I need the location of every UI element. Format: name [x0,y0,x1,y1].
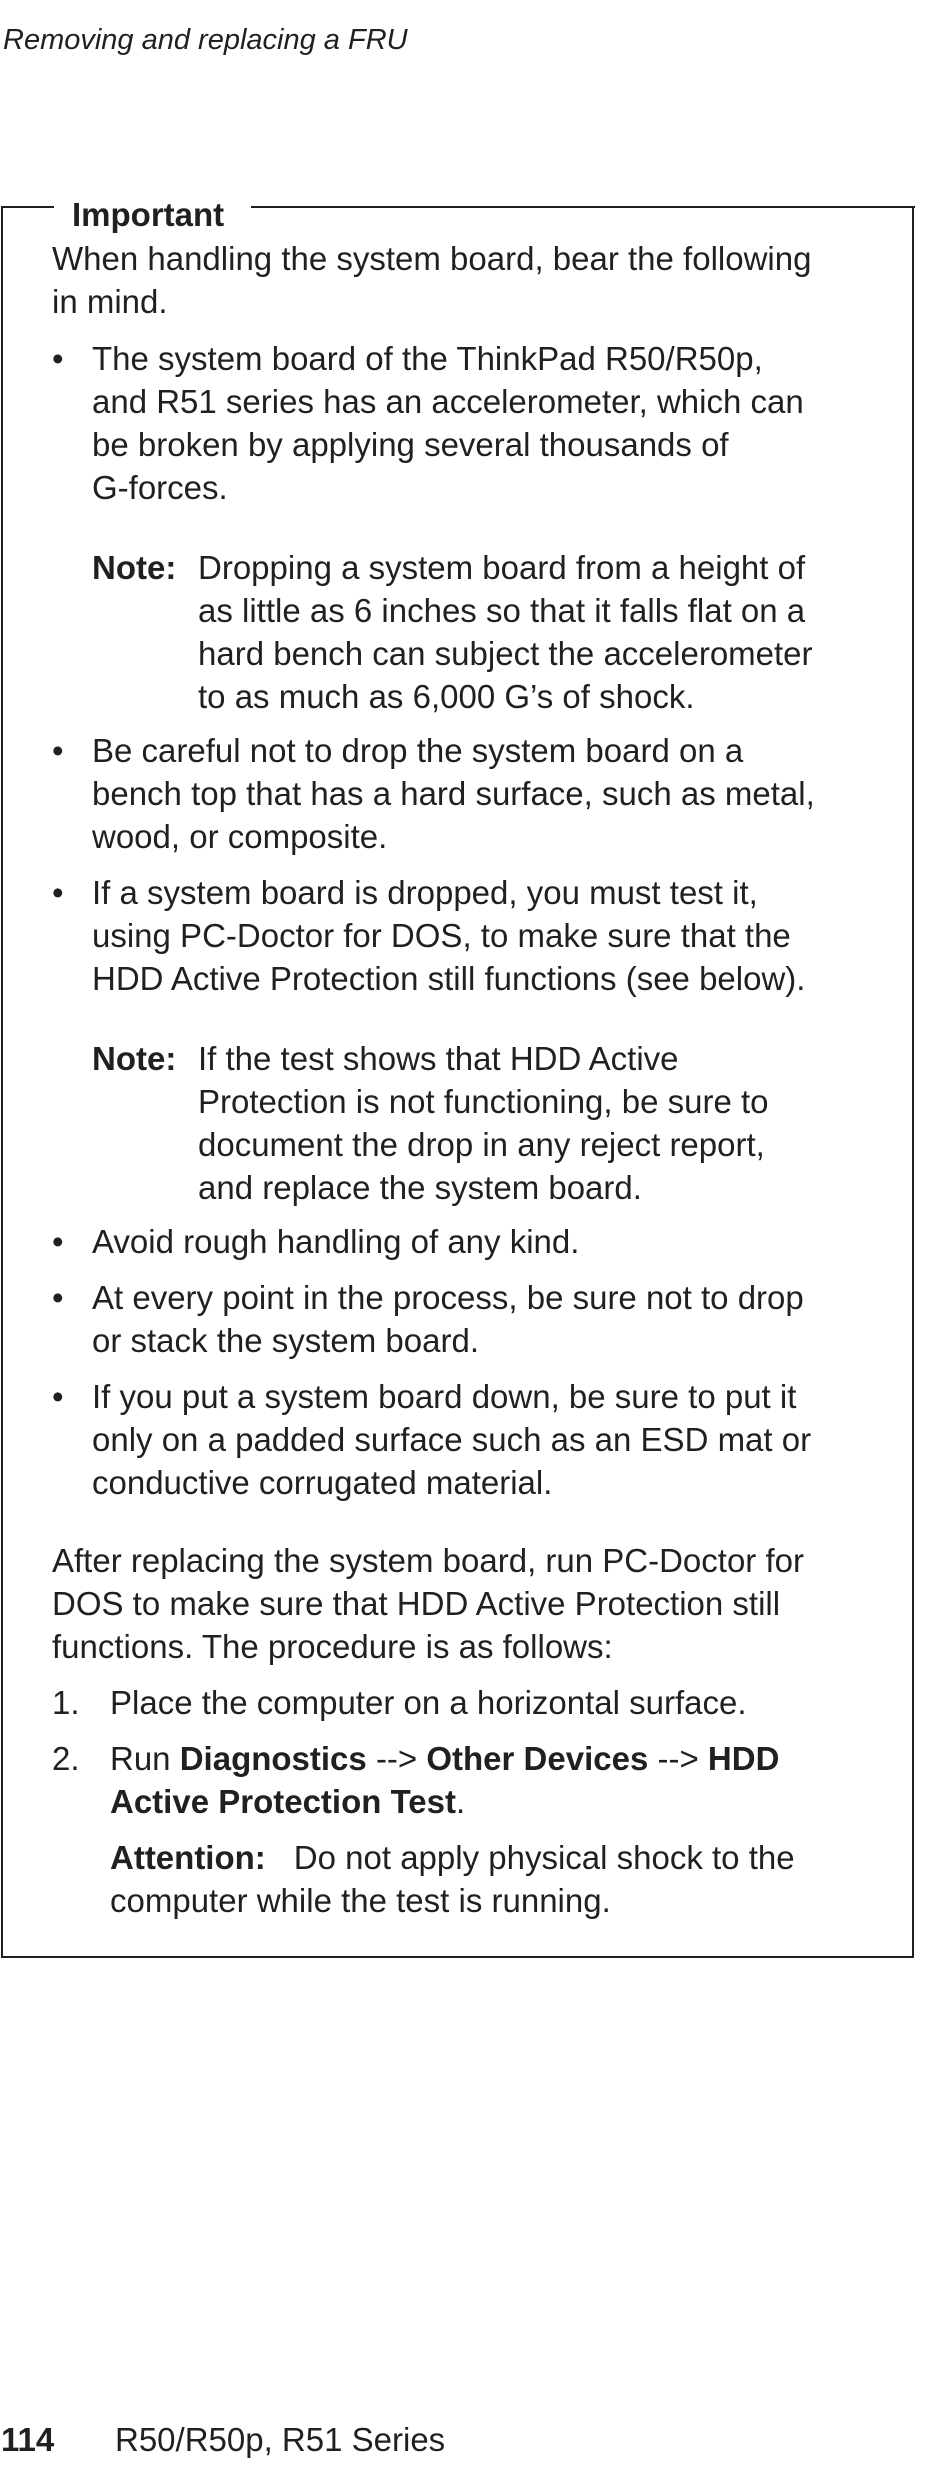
bullet-marker: • [52,340,64,377]
bullet-marker: • [52,1378,64,1415]
step-number: 1. [52,1684,80,1721]
note-1-line: as little as 6 inches so that it falls flat on a [198,592,806,629]
step-number: 2. [52,1740,80,1777]
bullet-5-line: or stack the system board. [92,1322,479,1359]
note-label: Note: [92,549,177,586]
intro-line: in mind. [52,283,168,320]
step-2-period: . [455,1783,466,1820]
menu-diagnostics: Diagnostics [179,1740,367,1777]
attention-line-1 [110,1836,795,1879]
after-paragraph-line: DOS to make sure that HDD Active Protection still [52,1585,781,1622]
bullet-6-line: conductive corrugated material. [92,1464,553,1501]
note-2-line: Protection is not functioning, be sure to [198,1083,769,1120]
after-paragraph-line: After replacing the system board, run PC-Doctor for [52,1542,804,1579]
menu-arrow: --> [657,1740,699,1777]
page-number: 114 [1,2421,55,2458]
attention-text: Do not apply physical shock to the [293,1839,795,1876]
bullet-2-line: wood, or composite. [92,818,388,855]
bullet-marker: • [52,732,64,769]
footer-book-title: R50/R50p, R51 Series [115,2421,446,2458]
step-2-run-word: Run [110,1740,171,1777]
after-paragraph-line: functions. The procedure is as follows: [52,1628,613,1665]
bullet-3-line: If a system board is dropped, you must test it, [92,874,758,911]
step-2-line-1 [110,1737,779,1780]
menu-active-protection-test: Active Protection Test [110,1783,456,1820]
bullet-4-line: Avoid rough handling of any kind. [92,1223,580,1260]
bullet-marker: • [52,1223,64,1260]
intro-line: When handling the system board, bear the following [52,240,812,277]
bullet-2-line: Be careful not to drop the system board on a [92,732,744,769]
attention-line-2: computer while the test is running. [110,1882,611,1919]
bullet-1-line: G-forces. [92,469,228,506]
bullet-marker: • [52,1279,64,1316]
bullet-6-line: If you put a system board down, be sure to put it [92,1378,797,1415]
bullet-2-line: bench top that has a hard surface, such as metal, [92,775,815,812]
bullet-marker: • [52,874,64,911]
note-2-line: If the test shows that HDD Active [198,1040,679,1077]
menu-hdd: HDD [707,1740,780,1777]
bullet-1-line: The system board of the ThinkPad R50/R50p, [92,340,763,377]
step-1-text: Place the computer on a horizontal surface. [110,1684,747,1721]
note-2-line: document the drop in any reject report, [198,1126,765,1163]
step-2-line-2 [110,1780,465,1823]
note-1-line: to as much as 6,000 G’s of shock. [198,678,695,715]
note-label: Note: [92,1040,177,1077]
important-legend: Important [72,196,225,233]
note-1-line: hard bench can subject the accelerometer [198,635,813,672]
attention-label: Attention: [110,1839,266,1876]
menu-arrow: --> [375,1740,418,1777]
menu-other-devices: Other Devices [426,1740,649,1777]
box-top-border-left [1,206,54,208]
bullet-6-line: only on a padded surface such as an ESD mat or [92,1421,812,1458]
running-header: Removing and replacing a FRU [3,24,408,56]
bullet-1-line: be broken by applying several thousands of [92,426,729,463]
bullet-5-line: At every point in the process, be sure not to drop [92,1279,804,1316]
note-2-line: and replace the system board. [198,1169,642,1206]
box-top-border-right [251,206,915,208]
note-1-line: Dropping a system board from a height of [198,549,806,586]
bullet-3-line: HDD Active Protection still functions (see below). [92,960,806,997]
bullet-3-line: using PC-Doctor for DOS, to make sure that the [92,917,791,954]
bullet-1-line: and R51 series has an accelerometer, which can [92,383,804,420]
